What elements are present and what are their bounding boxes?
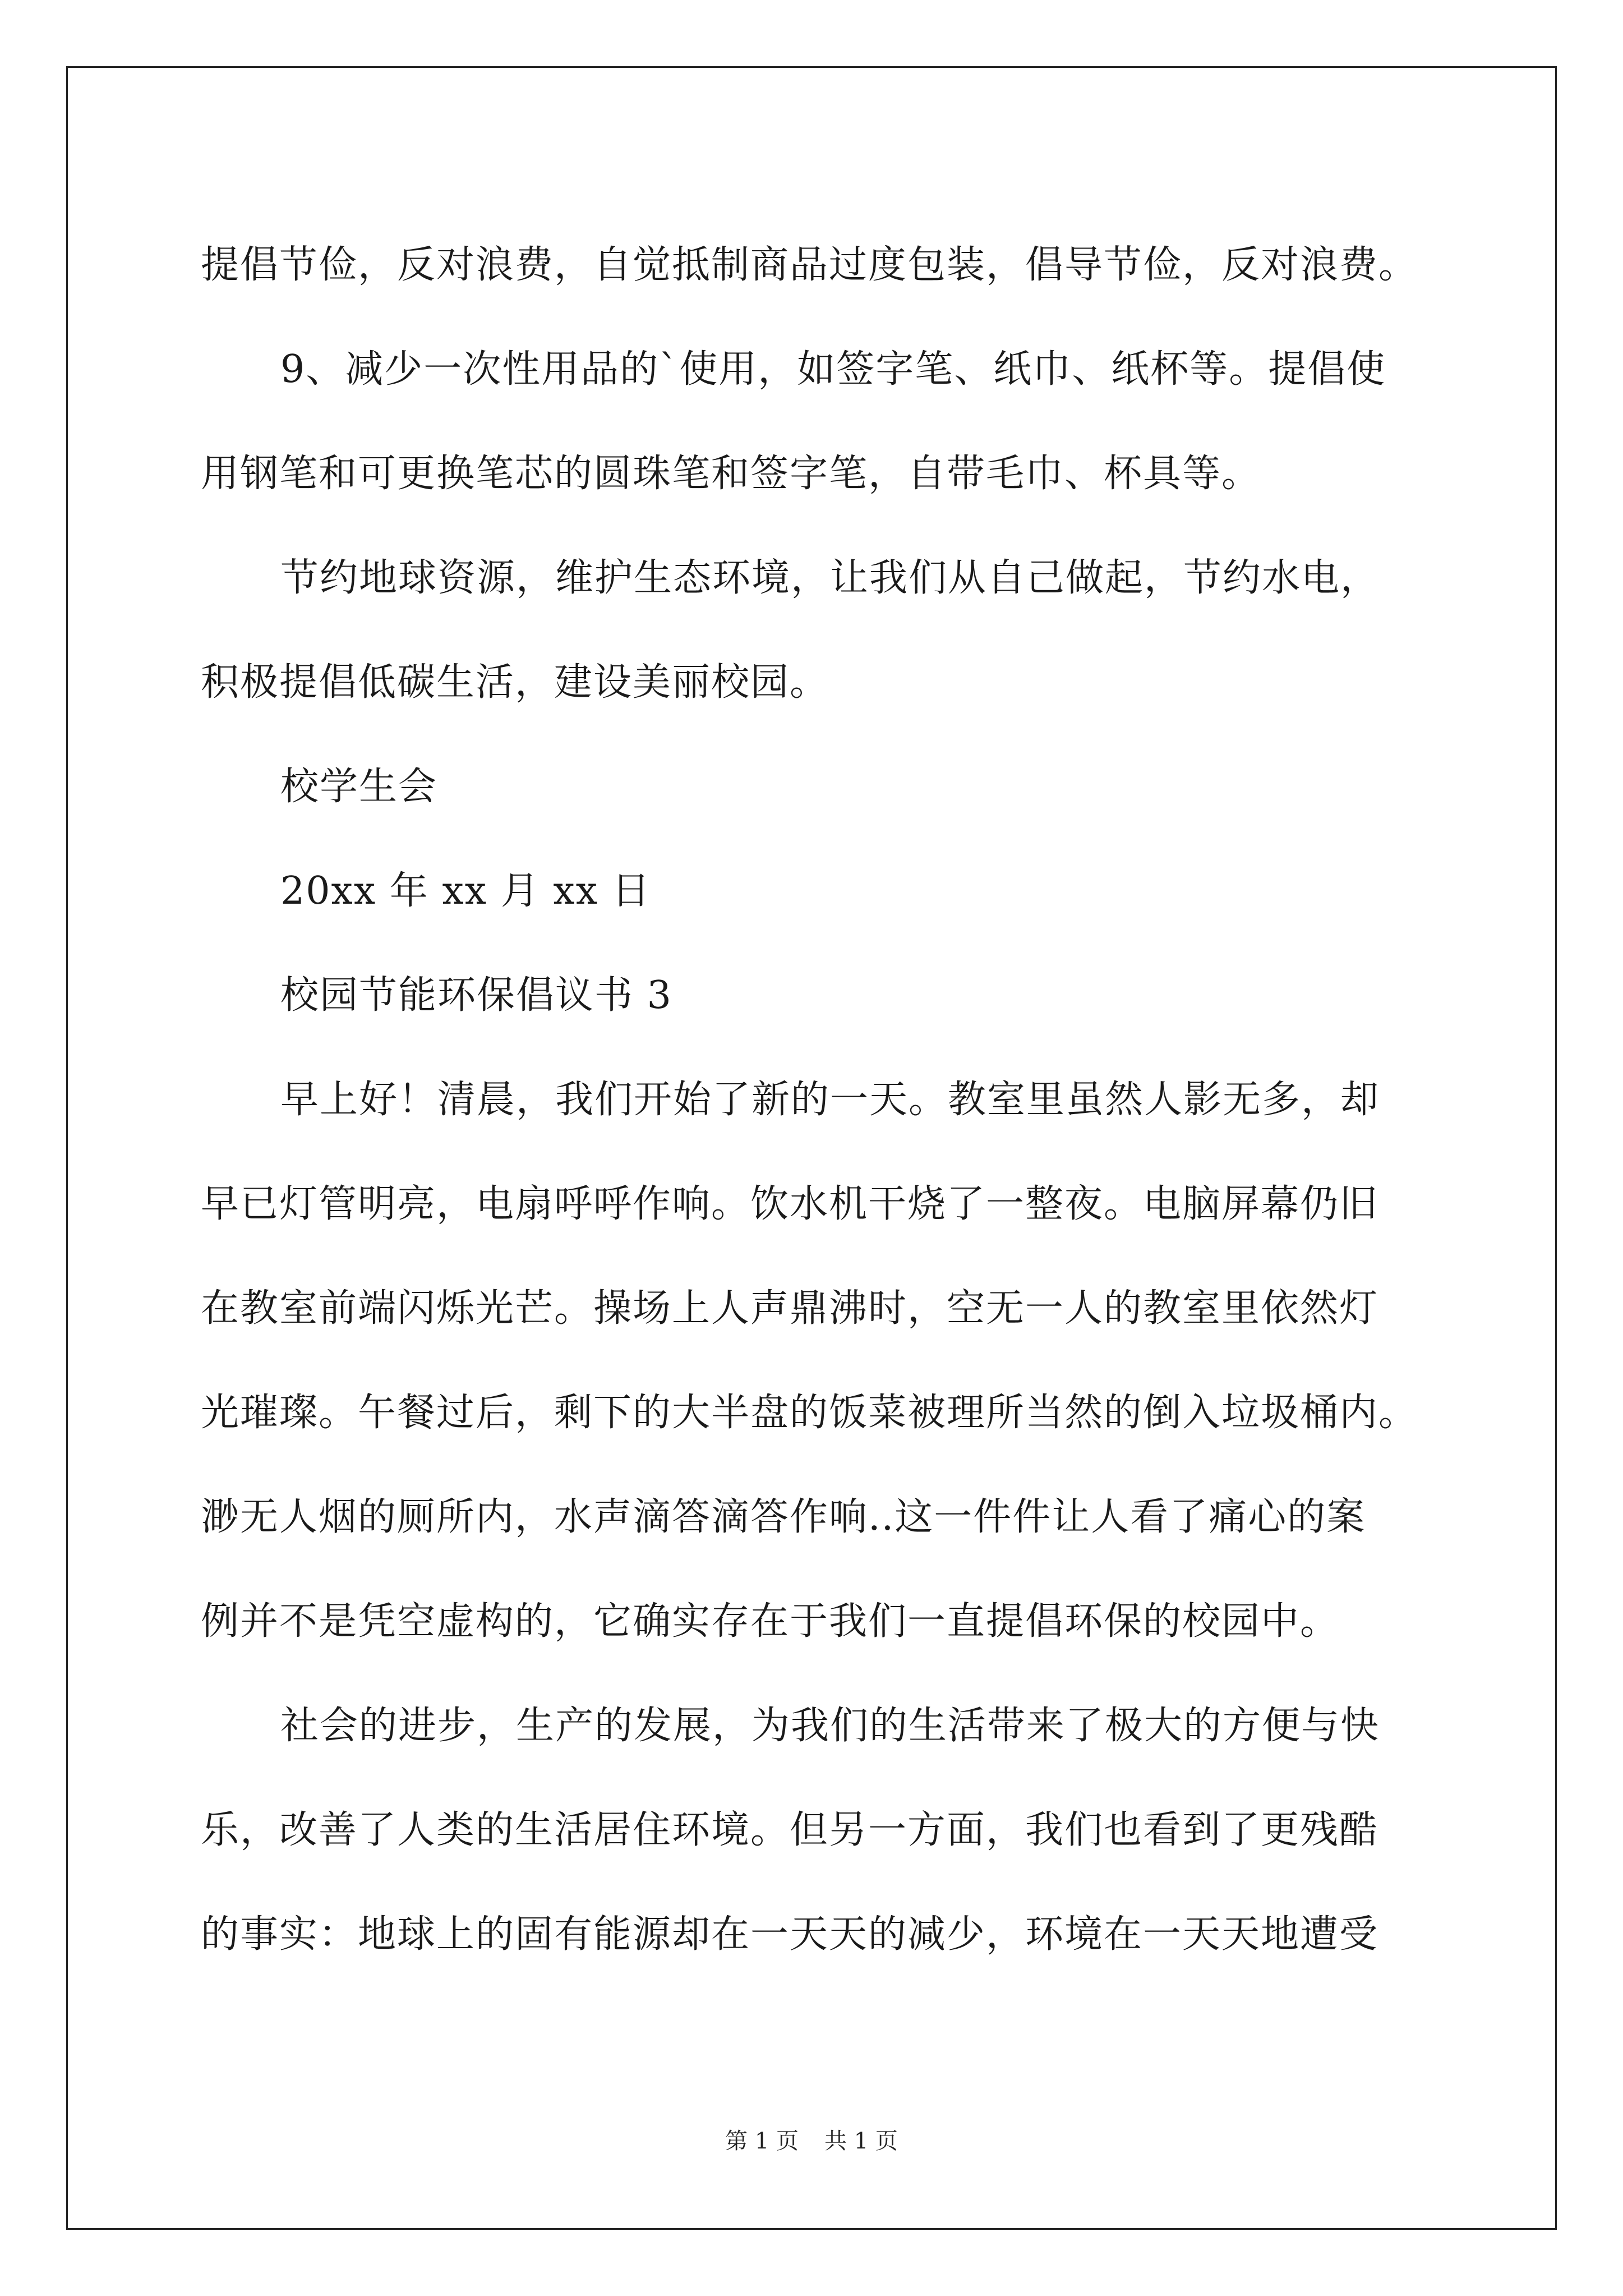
page-number-current: 第 1 页	[725, 2128, 799, 2154]
text-line: 用钢笔和可更换笔芯的圆珠笔和签字笔，自带毛巾、杯具等。	[201, 452, 1261, 496]
document-body	[201, 213, 1435, 1987]
text-line: 积极提倡低碳生活，建设美丽校园。	[201, 660, 829, 705]
text-line: 例并不是凭空虚构的，它确实存在于我们一直提倡环保的校园中。	[201, 1599, 1340, 1644]
text-line: 社会的进步，生产的发展，为我们的生活带来了极大的方便与快	[280, 1704, 1380, 1748]
page-footer	[0, 2127, 1623, 2155]
section-heading: 校园节能环保倡议书 3	[280, 973, 672, 1018]
page-number-total: 共 1 页	[824, 2128, 898, 2154]
text-line: 节约地球资源，维护生态环境，让我们从自己做起，节约水电，	[280, 556, 1380, 600]
text-line: 光璀璨。午餐过后，剩下的大半盘的饭菜被理所当然的倒入垃圾桶内。	[201, 1391, 1418, 1435]
text-line: 早已灯管明亮，电扇呼呼作响。饮水机干烧了一整夜。电脑屏幕仍旧	[201, 1182, 1379, 1226]
signature-organization: 校学生会	[280, 765, 438, 809]
text-line: 在教室前端闪烁光芒。操场上人声鼎沸时，空无一人的教室里依然灯	[201, 1286, 1379, 1331]
text-line: 的事实：地球上的固有能源却在一天天的减少，环境在一天天地遭受	[201, 1912, 1379, 1957]
text-line: 渺无人烟的厕所内，水声滴答滴答作响..这一件件让人看了痛心的案	[201, 1495, 1366, 1539]
text-line: 提倡节俭，反对浪费，自觉抵制商品过度包装，倡导节俭，反对浪费。	[201, 243, 1418, 287]
text-line: 9、减少一次性用品的`使用，如签字笔、纸巾、纸杯等。提倡使	[280, 347, 1386, 392]
signature-date: 20xx 年 xx 月 xx 日	[280, 869, 651, 913]
text-line: 早上好！清晨，我们开始了新的一天。教室里虽然人影无多，却	[280, 1078, 1380, 1122]
text-line: 乐，改善了人类的生活居住环境。但另一方面，我们也看到了更残酷	[201, 1808, 1379, 1852]
